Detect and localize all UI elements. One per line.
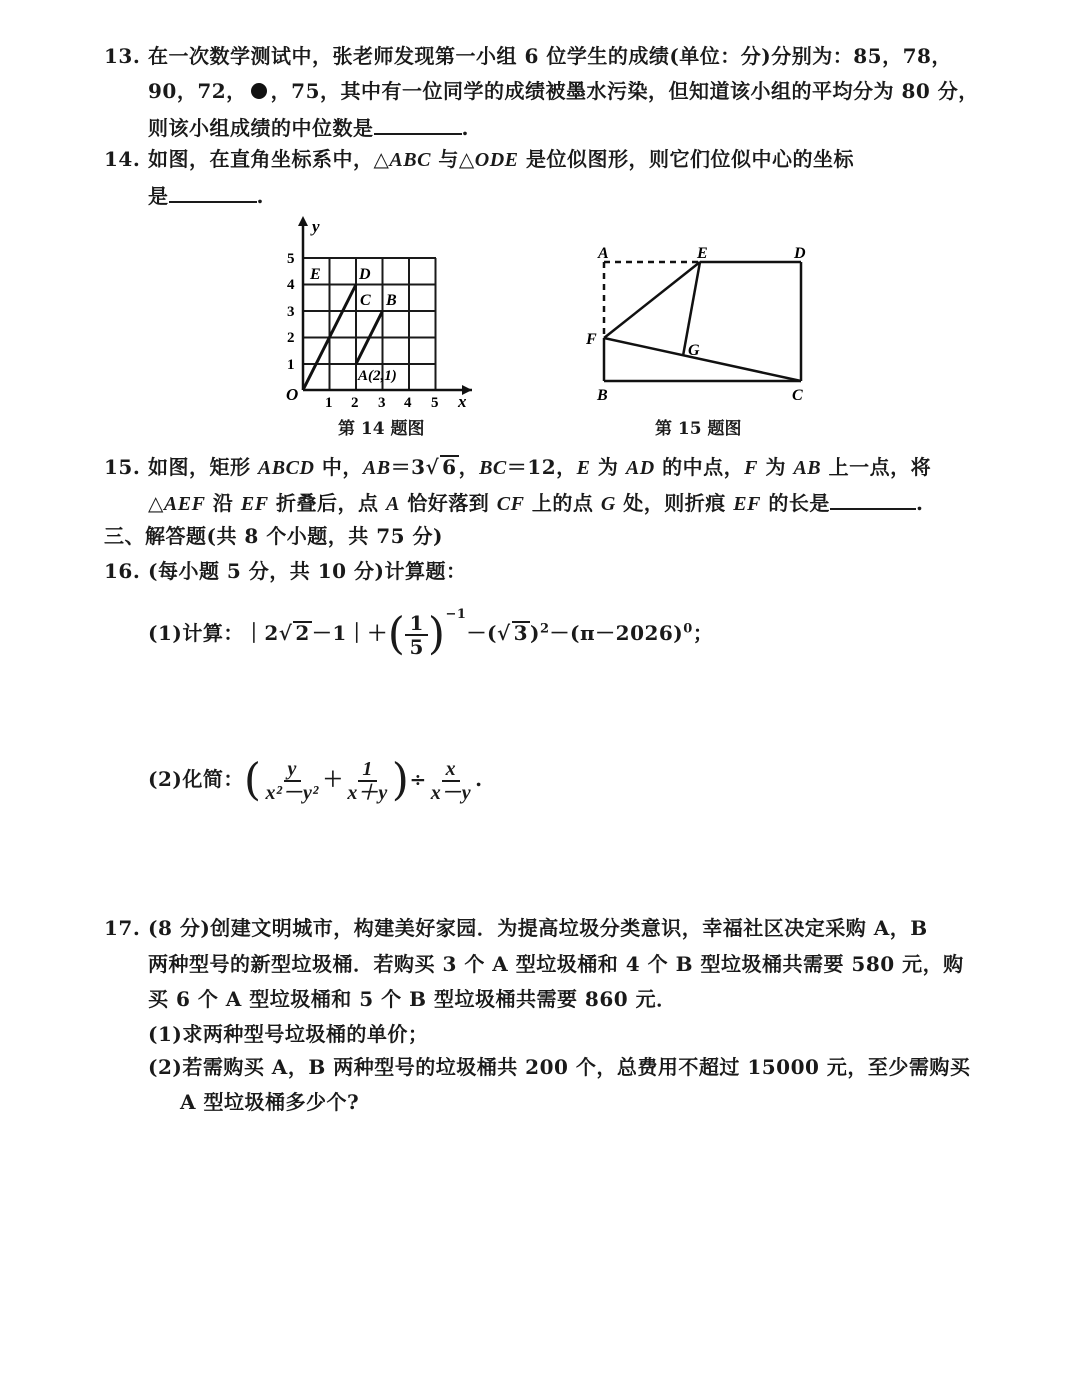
left-paren-icon: ( bbox=[243, 754, 262, 806]
q16-part-1 bbox=[148, 590, 713, 658]
right-paren-icon: ) bbox=[391, 754, 410, 806]
q15-text: 如图，矩形 bbox=[148, 455, 258, 479]
sqrt-icon: √ bbox=[278, 621, 293, 645]
sqrt-icon: √ bbox=[496, 621, 511, 645]
fig14-xtick-2: 2 bbox=[351, 395, 359, 411]
q15-cf: CF bbox=[496, 493, 525, 515]
q14-line-2 bbox=[148, 181, 264, 210]
q15-text: 上一点，将 bbox=[821, 455, 932, 479]
q17-part-2-line-1: (2)若需购买 A，B 两种型号的垃圾桶共 200 个，总费用不超过 15000 元，至少需购买 bbox=[148, 1055, 971, 1079]
fig14-caption: 第 14 题图 bbox=[338, 419, 425, 439]
q13-text-1: 在一次数学测试中，张老师发现第一小组 6 位学生的成绩(单位：分)分别为：85，78， bbox=[148, 44, 952, 68]
fig15-label-b: B bbox=[597, 387, 608, 404]
q13-text-2b: ，75，其中有一位同学的成绩被墨水污染，但知道该小组的平均分为 80 分， bbox=[270, 79, 979, 103]
q16-p2-f3-num: x bbox=[442, 758, 461, 782]
q16-p2-f1-num: y bbox=[284, 758, 301, 782]
figure-14-grid bbox=[278, 210, 483, 411]
fig15-lines bbox=[604, 262, 801, 381]
q16-p1-square: 2 bbox=[540, 621, 550, 637]
q15-ef: EF bbox=[733, 493, 761, 515]
q15-f: F bbox=[744, 457, 759, 479]
q16-p1-frac-den: 5 bbox=[409, 634, 424, 659]
q16-p1-sqrt3: 3 bbox=[513, 621, 529, 645]
q15-text: 的中点， bbox=[654, 455, 745, 479]
q16-p2-fraction-2 bbox=[343, 758, 391, 804]
q13-line-2 bbox=[148, 77, 979, 105]
q15-line-1 bbox=[104, 453, 931, 482]
q16-number: 16. bbox=[104, 559, 141, 583]
q16-p2-label: (2)化简： bbox=[148, 767, 244, 791]
q15-text: 中， bbox=[314, 455, 363, 479]
q15-number: 15. bbox=[104, 455, 141, 479]
q15-text: ， bbox=[458, 455, 480, 479]
q15-ab: AB bbox=[793, 457, 822, 479]
q15-ef: EF bbox=[240, 493, 269, 515]
fig14-y-label: y bbox=[312, 217, 320, 236]
q15-text: 为 bbox=[758, 455, 794, 479]
q15-answer-blank bbox=[830, 488, 916, 510]
q13-end: . bbox=[461, 116, 469, 140]
fig14-xtick-1: 1 bbox=[325, 395, 333, 411]
q14-answer-blank bbox=[169, 181, 257, 203]
q16-part-2 bbox=[148, 754, 483, 804]
q14-text-1a: 如图，在直角坐标系中，△ bbox=[148, 147, 390, 171]
q16-p1-fraction bbox=[405, 612, 427, 658]
q17-text-1: (8 分)创建文明城市，构建美好家园．为提高垃圾分类意识，幸福社区决定采购 A，B bbox=[148, 916, 928, 940]
q13-answer-blank bbox=[374, 113, 462, 135]
q15-text: 为 bbox=[590, 455, 626, 479]
q16-line-1 bbox=[104, 557, 467, 585]
q13-line-3 bbox=[148, 113, 469, 142]
q16-p1-frac-num: 1 bbox=[405, 612, 427, 636]
q14-number: 14. bbox=[104, 147, 141, 171]
q16-p1-label: (1)计算： bbox=[148, 621, 244, 645]
q14-end: . bbox=[256, 184, 264, 208]
q15-text: 折叠后，点 bbox=[268, 491, 386, 515]
q15-text: 沿 bbox=[205, 491, 241, 515]
q15-e: E bbox=[576, 457, 591, 479]
fig14-label-e: E bbox=[310, 266, 321, 283]
q16-p1-exponent: −1 bbox=[445, 607, 467, 622]
q14-text-2: 是 bbox=[148, 184, 169, 208]
q15-text: 恰好落到 bbox=[399, 491, 497, 515]
q16-p1-zero-exp: 0 bbox=[683, 621, 693, 637]
q15-text: 上的点 bbox=[524, 491, 601, 515]
q16-p1-end: ； bbox=[692, 621, 714, 645]
q15-text: △ bbox=[148, 491, 164, 515]
fig14-origin-label: O bbox=[286, 385, 299, 404]
q17-line-2: 两种型号的新型垃圾桶．若购买 3 个 A 型垃圾桶和 4 个 B 型垃圾桶共需要 580 元，购 bbox=[148, 952, 964, 976]
fig14-label-c: C bbox=[360, 292, 371, 309]
q16-p2-end: . bbox=[475, 767, 483, 791]
fig14-xtick-3: 3 bbox=[378, 395, 386, 411]
y-axis-arrow-icon bbox=[298, 216, 308, 226]
q13-text-3: 则该小组成绩的中位数是 bbox=[148, 116, 374, 140]
q16-p2-f1-den: x²－y² bbox=[265, 781, 319, 804]
q15-a: A bbox=[385, 493, 400, 515]
q14-ode: ODE bbox=[474, 149, 519, 171]
sqrt-icon: √ bbox=[425, 455, 440, 479]
right-paren-icon: ) bbox=[427, 608, 446, 660]
q15-end: . bbox=[915, 491, 924, 515]
q15-abcd: ABCD bbox=[257, 457, 315, 479]
fig14-ytick-2: 2 bbox=[287, 330, 295, 346]
fig14-x-label: x bbox=[458, 392, 467, 411]
q17-number: 17. bbox=[104, 916, 141, 940]
fig14-label-d: D bbox=[359, 266, 371, 283]
fig15-caption: 第 15 题图 bbox=[655, 419, 742, 439]
fig14-label-a: A(2,1) bbox=[358, 368, 397, 384]
q17-part-2-line-2: A 型垃圾桶多少个? bbox=[180, 1090, 360, 1114]
fig15-label-g: G bbox=[688, 342, 700, 359]
q15-text: 的长是 bbox=[760, 491, 830, 515]
q15-ab: AB bbox=[362, 457, 391, 479]
fig15-label-f: F bbox=[586, 331, 597, 348]
q16-p1-sqrt2: 2 bbox=[295, 621, 310, 645]
fig14-xtick-4: 4 bbox=[404, 395, 412, 411]
q16-p1-text: ) bbox=[530, 621, 540, 645]
q14-text-1b: 是位似图形，则它们位似中心的坐标 bbox=[518, 147, 854, 171]
q16-p2-fraction-3 bbox=[427, 758, 475, 804]
q13-line-1 bbox=[104, 42, 952, 70]
q15-text: ＝3 bbox=[390, 455, 426, 479]
q13-text-2a: 90，72， bbox=[148, 79, 247, 103]
q15-text: ＝12， bbox=[506, 455, 577, 479]
q14-yu: 与△ bbox=[430, 147, 475, 171]
fig14-ytick-4: 4 bbox=[287, 277, 295, 293]
q14-line-1 bbox=[104, 145, 854, 174]
q16-title: (每小题 5 分，共 10 分)计算题： bbox=[148, 559, 467, 583]
q16-p2-divide: ÷ bbox=[409, 767, 427, 791]
section-3-heading: 三、解答题(共 8 个小题，共 75 分) bbox=[104, 524, 444, 548]
q16-p2-fraction-1 bbox=[262, 758, 323, 804]
q14-abc: ABC bbox=[389, 149, 431, 171]
fig15-label-c: C bbox=[792, 387, 803, 404]
q16-p2-plus: ＋ bbox=[322, 767, 344, 791]
fig14-label-b: B bbox=[386, 292, 397, 309]
fig14-ytick-3: 3 bbox=[287, 304, 295, 320]
fig15-label-a: A bbox=[598, 245, 609, 262]
q17-line-3: 买 6 个 A 型垃圾桶和 5 个 B 型垃圾桶共需要 860 元． bbox=[148, 987, 677, 1011]
q15-ad: AD bbox=[625, 457, 655, 479]
fig15-label-e: E bbox=[697, 245, 708, 262]
q16-p1-text: ｜2 bbox=[243, 621, 279, 645]
fig14-ytick-1: 1 bbox=[287, 357, 295, 373]
q17-part-1: (1)求两种型号垃圾桶的单价； bbox=[148, 1022, 429, 1046]
q15-bc: BC bbox=[479, 457, 507, 479]
q13-number: 13. bbox=[104, 44, 141, 68]
q15-sqrt6: 6 bbox=[442, 455, 457, 479]
left-paren-icon: ( bbox=[387, 608, 406, 660]
fig15-label-d: D bbox=[794, 245, 806, 262]
fig14-xtick-5: 5 bbox=[431, 395, 439, 411]
ink-blot-icon bbox=[251, 83, 267, 99]
fig14-ytick-5: 5 bbox=[287, 251, 295, 267]
q16-p1-text: －( bbox=[466, 621, 497, 645]
q16-p2-f2-den: x＋y bbox=[347, 781, 388, 804]
q16-p2-f3-den: x－y bbox=[430, 781, 472, 804]
q17-line-1 bbox=[104, 914, 928, 942]
q15-line-2 bbox=[148, 488, 923, 518]
figure-15-rectangle bbox=[580, 238, 812, 406]
q16-p1-text: －1｜＋ bbox=[311, 621, 388, 645]
q15-g: G bbox=[600, 493, 616, 515]
q15-text: 处，则折痕 bbox=[615, 491, 734, 515]
q16-p2-f2-num: 1 bbox=[358, 758, 377, 782]
q15-aef: AEF bbox=[163, 493, 206, 515]
q16-p1-text: －(π－2026) bbox=[549, 621, 684, 645]
